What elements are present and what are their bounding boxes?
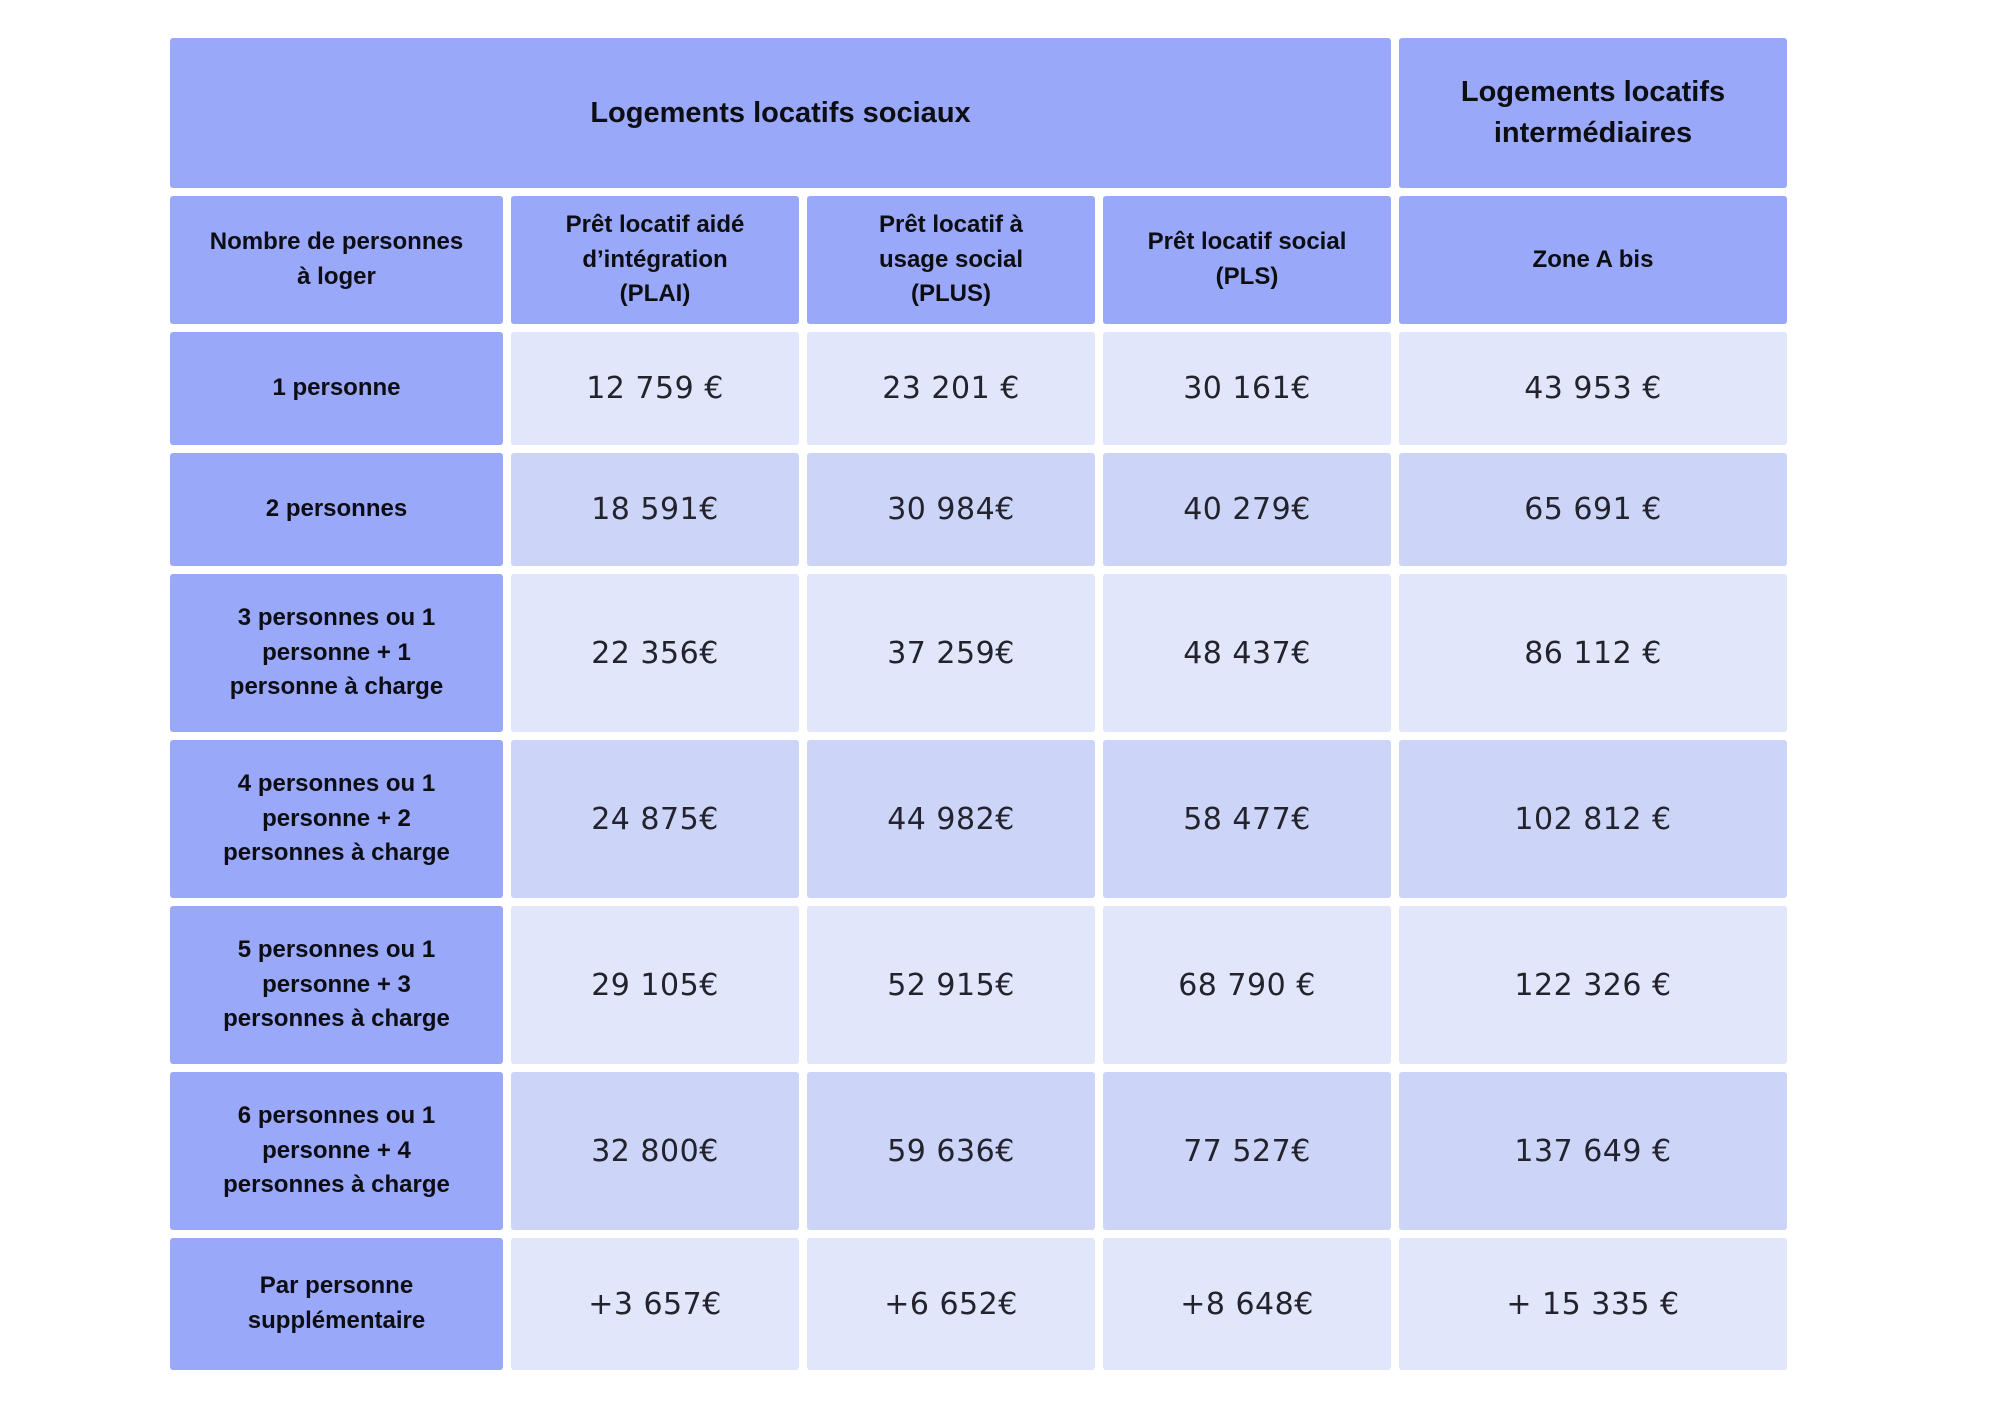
value-plai: 24 875€: [511, 740, 799, 898]
column-header-plus: Prêt locatif à usage social (PLUS): [807, 196, 1095, 324]
value-zone-a-bis: 86 112 €: [1399, 574, 1787, 732]
value-pls: 68 790 €: [1103, 906, 1391, 1064]
value-zone-a-bis: 43 953 €: [1399, 332, 1787, 445]
row-label: 5 personnes ou 1 personne + 3 personnes à charge: [170, 906, 503, 1064]
row-label: 2 personnes: [170, 453, 503, 566]
column-header-plai: Prêt locatif aidé d’intégration (PLAI): [511, 196, 799, 324]
value-zone-a-bis: 65 691 €: [1399, 453, 1787, 566]
value-pls: 48 437€: [1103, 574, 1391, 732]
group-header-logements-sociaux: Logements locatifs sociaux: [170, 38, 1391, 188]
column-header-pls: Prêt locatif social (PLS): [1103, 196, 1391, 324]
value-pls: +8 648€: [1103, 1238, 1391, 1370]
row-label: 6 personnes ou 1 personne + 4 personnes à charge: [170, 1072, 503, 1230]
row-label: Par personne supplémentaire: [170, 1238, 503, 1370]
value-zone-a-bis: + 15 335 €: [1399, 1238, 1787, 1370]
value-plai: 32 800€: [511, 1072, 799, 1230]
value-pls: 40 279€: [1103, 453, 1391, 566]
row-label: 3 personnes ou 1 personne + 1 personne à charge: [170, 574, 503, 732]
value-plus: 52 915€: [807, 906, 1095, 1064]
table-grid: [170, 38, 1787, 1370]
column-header-nombre-personnes: Nombre de personnes à loger: [170, 196, 503, 324]
value-pls: 77 527€: [1103, 1072, 1391, 1230]
row-label: 1 personne: [170, 332, 503, 445]
value-plus: +6 652€: [807, 1238, 1095, 1370]
value-zone-a-bis: 122 326 €: [1399, 906, 1787, 1064]
value-plai: 12 759 €: [511, 332, 799, 445]
value-plus: 30 984€: [807, 453, 1095, 566]
value-plai: 18 591€: [511, 453, 799, 566]
value-plus: 44 982€: [807, 740, 1095, 898]
column-header-zone-a-bis: Zone A bis: [1399, 196, 1787, 324]
value-plai: 29 105€: [511, 906, 799, 1064]
group-header-logements-intermediaires: Logements locatifs intermédiaires: [1399, 38, 1787, 188]
income-limits-table: [170, 38, 1787, 1370]
value-plai: +3 657€: [511, 1238, 799, 1370]
value-plai: 22 356€: [511, 574, 799, 732]
row-label: 4 personnes ou 1 personne + 2 personnes à charge: [170, 740, 503, 898]
value-pls: 58 477€: [1103, 740, 1391, 898]
value-zone-a-bis: 137 649 €: [1399, 1072, 1787, 1230]
value-plus: 37 259€: [807, 574, 1095, 732]
value-plus: 59 636€: [807, 1072, 1095, 1230]
value-pls: 30 161€: [1103, 332, 1391, 445]
value-zone-a-bis: 102 812 €: [1399, 740, 1787, 898]
value-plus: 23 201 €: [807, 332, 1095, 445]
